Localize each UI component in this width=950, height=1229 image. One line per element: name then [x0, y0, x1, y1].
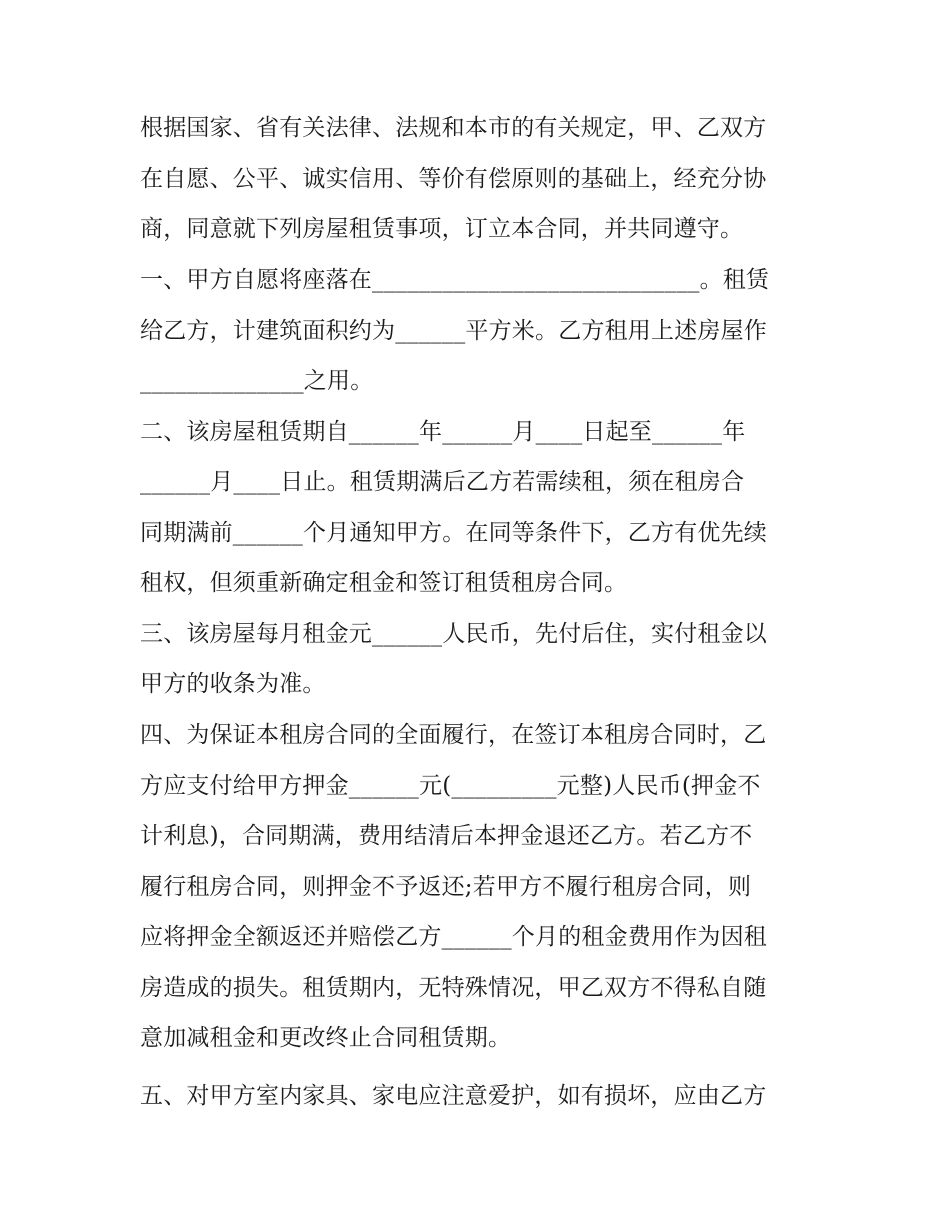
text-line: 二、该房屋租赁期自______年______月____日起至______年: [140, 419, 746, 445]
text-line: 给乙方，计建筑面积约为______平方米。乙方租用上述房屋作: [140, 318, 767, 344]
text-line: 根据国家、省有关法律、法规和本市的有关规定，甲、乙双方: [140, 115, 767, 141]
text-line: ______________之用。: [140, 368, 374, 394]
text-line: 应将押金全额返还并赔偿乙方______个月的租金费用作为因租: [140, 924, 767, 950]
text-line: 租权，但须重新确定租金和签订租赁租房合同。: [140, 570, 628, 596]
text-line: 履行租房合同，则押金不予返还;若甲方不履行租房合同，则: [140, 874, 752, 900]
text-line: 三、该房屋每月租金元______人民币，先付后住，实付租金以: [140, 621, 767, 647]
text-line: ______月____日止。租赁期满后乙方若需续租，须在租房合: [140, 469, 745, 495]
text-line: 房造成的损失。租赁期内，无特殊情况，甲乙双方不得私自随: [140, 975, 767, 1001]
text-line: 五、对甲方室内家具、家电应注意爱护，如有损坏，应由乙方: [140, 1083, 767, 1109]
text-line: 商，同意就下列房屋租赁事项，订立本合同，并共同遵守。: [140, 216, 744, 242]
text-line: 方应支付给甲方押金______元(_________元整)人民币(押金不: [140, 773, 761, 799]
text-line: 在自愿、公平、诚实信用、等价有偿原则的基础上，经充分协: [140, 166, 767, 192]
text-line: 四、为保证本租房合同的全面履行，在签订本租房合同时，乙: [140, 722, 767, 748]
text-line: 意加减租金和更改终止合同租赁期。: [140, 1025, 512, 1051]
text-line: 计利息)，合同期满，费用结清后本押金退还乙方。若乙方不: [140, 823, 753, 849]
text-line: 甲方的收条为准。: [140, 671, 326, 697]
text-line: 同期满前______个月通知甲方。在同等条件下，乙方有优先续: [140, 520, 767, 546]
text-line: 一、甲方自愿将座落在____________________________。租赁: [140, 267, 770, 293]
